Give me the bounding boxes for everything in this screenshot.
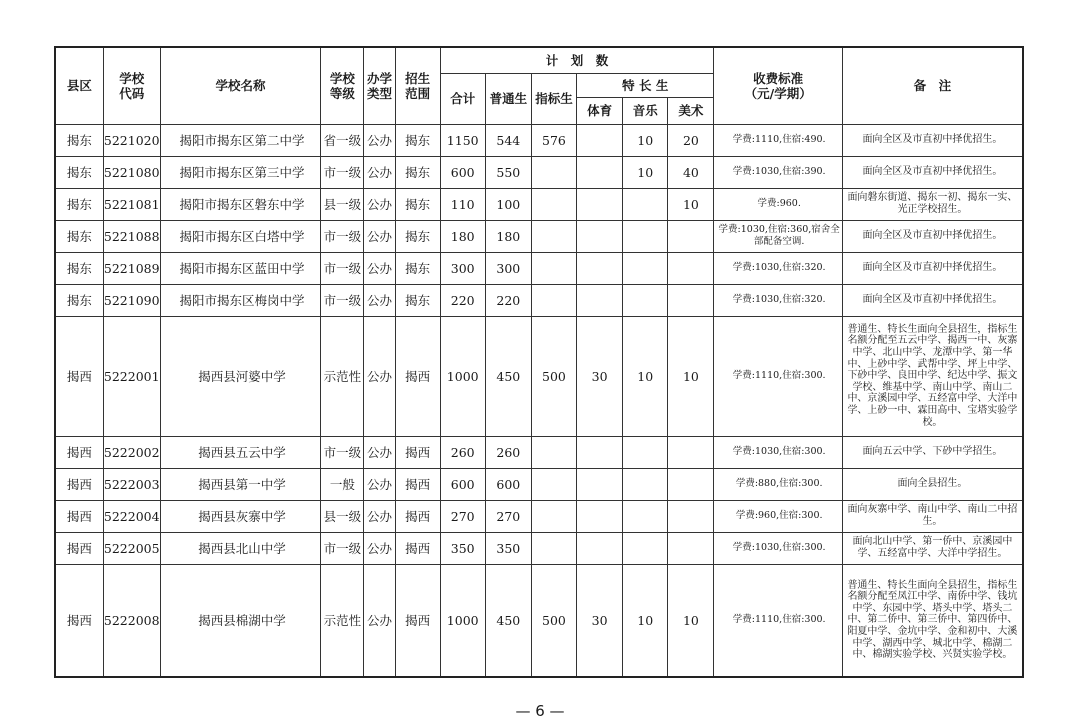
cell-name: 揭阳市揭东区磐东中学	[160, 188, 320, 220]
table-row	[55, 124, 1023, 156]
table-row	[55, 188, 1023, 220]
cell-fee: 学费:1030,住宿:320.	[714, 284, 842, 316]
header-art: 美术	[668, 97, 714, 124]
cell-fee: 学费:1030,住宿:300.	[714, 532, 842, 564]
cell-type: 公办	[364, 436, 395, 468]
cell-art: 10	[668, 316, 714, 436]
table-row	[55, 532, 1023, 564]
cell-total: 260	[440, 436, 485, 468]
cell-sports	[577, 252, 623, 284]
table-row	[55, 252, 1023, 284]
cell-level: 市一级	[321, 252, 364, 284]
cell-scope: 揭西	[395, 316, 440, 436]
cell-regular: 600	[485, 468, 531, 500]
cell-code: 5222008	[103, 564, 160, 677]
cell-name: 揭阳市揭东区蓝田中学	[160, 252, 320, 284]
cell-type: 公办	[364, 500, 395, 532]
cell-music: 10	[623, 316, 668, 436]
cell-quota: 500	[531, 316, 576, 436]
cell-code: 5221089	[103, 252, 160, 284]
cell-regular: 350	[485, 532, 531, 564]
cell-fee: 学费:1030,住宿:390.	[714, 156, 842, 188]
cell-quota	[531, 532, 576, 564]
cell-code: 5222002	[103, 436, 160, 468]
cell-scope: 揭西	[395, 500, 440, 532]
cell-fee: 学费:1030,住宿:320.	[714, 252, 842, 284]
cell-level: 市一级	[321, 436, 364, 468]
cell-remark: 面向磐东街道、揭东一初、揭东一实、光正学校招生。	[842, 188, 1023, 220]
cell-regular: 450	[485, 316, 531, 436]
cell-sports	[577, 532, 623, 564]
cell-type: 公办	[364, 532, 395, 564]
cell-scope: 揭西	[395, 532, 440, 564]
cell-remark: 面向全区及市直初中择优招生。	[842, 220, 1023, 252]
cell-regular: 300	[485, 252, 531, 284]
cell-code: 5221080	[103, 156, 160, 188]
cell-remark: 面向北山中学、第一侨中、京溪园中学、五经富中学、大洋中学招生。	[842, 532, 1023, 564]
cell-music	[623, 188, 668, 220]
cell-scope: 揭东	[395, 220, 440, 252]
cell-art	[668, 500, 714, 532]
cell-type: 公办	[364, 316, 395, 436]
cell-music: 10	[623, 564, 668, 677]
cell-sports: 30	[577, 564, 623, 677]
cell-level: 示范性	[321, 316, 364, 436]
cell-name: 揭阳市揭东区白塔中学	[160, 220, 320, 252]
cell-name: 揭西县北山中学	[160, 532, 320, 564]
cell-code: 5222001	[103, 316, 160, 436]
cell-county: 揭西	[55, 532, 103, 564]
cell-county: 揭东	[55, 252, 103, 284]
cell-code: 5221090	[103, 284, 160, 316]
cell-scope: 揭东	[395, 156, 440, 188]
cell-name: 揭西县棉湖中学	[160, 564, 320, 677]
cell-name: 揭西县五云中学	[160, 436, 320, 468]
header-total: 合计	[440, 73, 485, 124]
cell-level: 省一级	[321, 124, 364, 156]
cell-county: 揭东	[55, 124, 103, 156]
cell-total: 1000	[440, 316, 485, 436]
table-row	[55, 500, 1023, 532]
cell-art	[668, 468, 714, 500]
cell-music	[623, 500, 668, 532]
cell-quota	[531, 500, 576, 532]
cell-type: 公办	[364, 252, 395, 284]
cell-art	[668, 532, 714, 564]
cell-fee: 学费:1110,住宿:490.	[714, 124, 842, 156]
cell-code: 5221088	[103, 220, 160, 252]
header-special: 特 长 生	[577, 73, 714, 97]
cell-art: 20	[668, 124, 714, 156]
cell-music	[623, 468, 668, 500]
cell-name: 揭阳市揭东区第二中学	[160, 124, 320, 156]
cell-scope: 揭东	[395, 252, 440, 284]
cell-remark: 面向全区及市直初中择优招生。	[842, 124, 1023, 156]
cell-scope: 揭西	[395, 436, 440, 468]
cell-regular: 260	[485, 436, 531, 468]
cell-remark: 面向全区及市直初中择优招生。	[842, 156, 1023, 188]
cell-art	[668, 220, 714, 252]
cell-fee: 学费:960,住宿:300.	[714, 500, 842, 532]
cell-total: 1150	[440, 124, 485, 156]
header-scope: 招生 范围	[395, 47, 440, 124]
cell-regular: 270	[485, 500, 531, 532]
header-county: 县区	[55, 47, 103, 124]
cell-art: 10	[668, 188, 714, 220]
cell-fee: 学费:1030,住宿:360,宿舍全部配备空调.	[714, 220, 842, 252]
cell-total: 220	[440, 284, 485, 316]
cell-code: 5221081	[103, 188, 160, 220]
cell-county: 揭东	[55, 156, 103, 188]
cell-sports	[577, 284, 623, 316]
cell-county: 揭西	[55, 436, 103, 468]
cell-quota: 500	[531, 564, 576, 677]
cell-scope: 揭西	[395, 468, 440, 500]
cell-sports: 30	[577, 316, 623, 436]
cell-scope: 揭东	[395, 124, 440, 156]
cell-sports	[577, 188, 623, 220]
cell-total: 300	[440, 252, 485, 284]
cell-total: 270	[440, 500, 485, 532]
cell-code: 5222005	[103, 532, 160, 564]
cell-music	[623, 252, 668, 284]
cell-total: 600	[440, 156, 485, 188]
cell-fee: 学费:1030,住宿:300.	[714, 436, 842, 468]
cell-code: 5222003	[103, 468, 160, 500]
header-fee: 收费标准 （元/学期）	[714, 47, 842, 124]
cell-type: 公办	[364, 564, 395, 677]
header-level: 学校 等级	[321, 47, 364, 124]
cell-county: 揭东	[55, 284, 103, 316]
cell-level: 市一级	[321, 284, 364, 316]
cell-name: 揭西县灰寨中学	[160, 500, 320, 532]
cell-quota	[531, 436, 576, 468]
cell-sports	[577, 220, 623, 252]
cell-type: 公办	[364, 124, 395, 156]
cell-remark: 面向灰寨中学、南山中学、南山二中招生。	[842, 500, 1023, 532]
cell-music	[623, 284, 668, 316]
cell-county: 揭西	[55, 316, 103, 436]
cell-type: 公办	[364, 220, 395, 252]
cell-code: 5221020	[103, 124, 160, 156]
table-row	[55, 436, 1023, 468]
cell-type: 公办	[364, 468, 395, 500]
cell-type: 公办	[364, 284, 395, 316]
cell-sports	[577, 156, 623, 188]
cell-sports	[577, 468, 623, 500]
cell-name: 揭西县第一中学	[160, 468, 320, 500]
table-row	[55, 468, 1023, 500]
cell-regular: 180	[485, 220, 531, 252]
cell-music: 10	[623, 124, 668, 156]
header-remark: 备 注	[842, 47, 1023, 124]
cell-county: 揭西	[55, 564, 103, 677]
cell-total: 350	[440, 532, 485, 564]
cell-total: 110	[440, 188, 485, 220]
header-music: 音乐	[623, 97, 668, 124]
cell-music: 10	[623, 156, 668, 188]
cell-quota	[531, 220, 576, 252]
cell-name: 揭西县河婆中学	[160, 316, 320, 436]
header-code: 学校 代码	[103, 47, 160, 124]
cell-name: 揭阳市揭东区梅岗中学	[160, 284, 320, 316]
table-row	[55, 220, 1023, 252]
cell-remark: 普通生、特长生面向全县招生，指标生名额分配至五云中学、揭西一中、灰寨中学、北山中学、龙潭中学、第一华中、上砂中学、武帮中学、坪上中学、下砂中学、良田中学、纪达中学、振文学校、维基中学、南山中学、南山二中、京溪园中学、五经富中学、大洋中学、上砂一中、霖田高中、宝塔实验学校。	[842, 316, 1023, 436]
cell-sports	[577, 124, 623, 156]
cell-level: 一般	[321, 468, 364, 500]
header-name: 学校名称	[160, 47, 320, 124]
cell-quota	[531, 252, 576, 284]
cell-regular: 220	[485, 284, 531, 316]
header-quota: 指标生	[531, 73, 576, 124]
cell-level: 县一级	[321, 188, 364, 220]
cell-total: 600	[440, 468, 485, 500]
cell-level: 市一级	[321, 156, 364, 188]
cell-level: 县一级	[321, 500, 364, 532]
cell-quota	[531, 284, 576, 316]
cell-level: 市一级	[321, 532, 364, 564]
cell-county: 揭东	[55, 220, 103, 252]
cell-art	[668, 252, 714, 284]
cell-quota	[531, 188, 576, 220]
cell-fee: 学费:1110,住宿:300.	[714, 564, 842, 677]
cell-fee: 学费:1110,住宿:300.	[714, 316, 842, 436]
cell-regular: 544	[485, 124, 531, 156]
cell-county: 揭东	[55, 188, 103, 220]
header-sports: 体育	[577, 97, 623, 124]
cell-type: 公办	[364, 156, 395, 188]
cell-remark: 面向五云中学、下砂中学招生。	[842, 436, 1023, 468]
cell-art	[668, 436, 714, 468]
cell-scope: 揭东	[395, 188, 440, 220]
table-row	[55, 564, 1023, 677]
cell-level: 示范性	[321, 564, 364, 677]
cell-county: 揭西	[55, 500, 103, 532]
cell-total: 1000	[440, 564, 485, 677]
header-plan: 计 划 数	[440, 47, 714, 73]
cell-total: 180	[440, 220, 485, 252]
table-row	[55, 284, 1023, 316]
cell-art: 10	[668, 564, 714, 677]
header-type: 办学 类型	[364, 47, 395, 124]
cell-regular: 550	[485, 156, 531, 188]
cell-music	[623, 220, 668, 252]
cell-county: 揭西	[55, 468, 103, 500]
cell-level: 市一级	[321, 220, 364, 252]
cell-art	[668, 284, 714, 316]
table-row	[55, 316, 1023, 436]
table-row	[55, 156, 1023, 188]
cell-sports	[577, 436, 623, 468]
cell-fee: 学费:880,住宿:300.	[714, 468, 842, 500]
cell-remark: 面向全县招生。	[842, 468, 1023, 500]
cell-remark: 面向全区及市直初中择优招生。	[842, 284, 1023, 316]
header-regular: 普通生	[485, 73, 531, 124]
cell-regular: 450	[485, 564, 531, 677]
cell-remark: 面向全区及市直初中择优招生。	[842, 252, 1023, 284]
cell-art: 40	[668, 156, 714, 188]
page-number: — 6 —	[515, 702, 565, 720]
cell-sports	[577, 500, 623, 532]
cell-scope: 揭西	[395, 564, 440, 677]
cell-name: 揭阳市揭东区第三中学	[160, 156, 320, 188]
cell-code: 5222004	[103, 500, 160, 532]
cell-quota	[531, 468, 576, 500]
cell-remark: 普通生、特长生面向全县招生，指标生名额分配至凤江中学、南侨中学、钱坑中学、东园中学、塔头中学、塔头二中、第二侨中、第三侨中、第四侨中、阳夏中学、金坑中学、金和初中、大溪中学、湖西中学、城北中学、棉湖二中、棉湖实验学校、兴贤实验学校。	[842, 564, 1023, 677]
cell-music	[623, 436, 668, 468]
cell-fee: 学费:960.	[714, 188, 842, 220]
enrollment-plan-table	[54, 46, 1024, 678]
cell-scope: 揭东	[395, 284, 440, 316]
cell-music	[623, 532, 668, 564]
cell-quota	[531, 156, 576, 188]
cell-quota: 576	[531, 124, 576, 156]
cell-regular: 100	[485, 188, 531, 220]
cell-type: 公办	[364, 188, 395, 220]
